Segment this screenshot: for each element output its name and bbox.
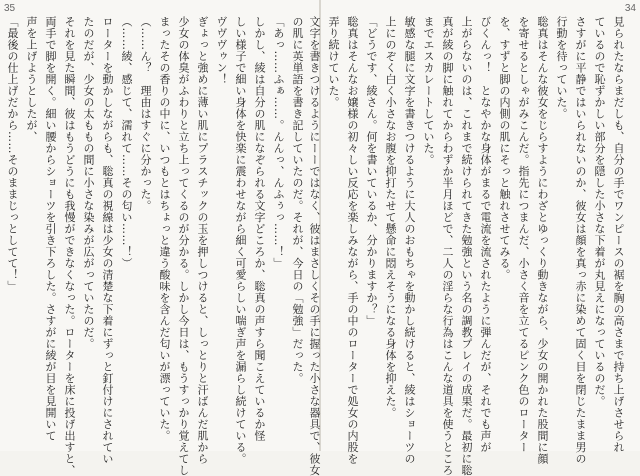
text-line: 聡真はそんな彼女をじらすようにわざとゆっくり動きながら、少女の開かれた股間に顔 [536, 16, 549, 465]
text-line: ぎょっと強めに薄い肌にプラスチックの玉を押しつけると、しっとりと汗ばんだ肌から [196, 16, 209, 465]
text-line: さすがに平静ではいられないのか、彼女は顔を真っ赤に染めて固く目を閉じたまま男の [574, 16, 587, 465]
page-number-right: 34 [624, 3, 636, 14]
text-line: 上にのぞく白く小さなお腹を抑打たせて懸命に悶えそうになる身体を抑えた。 [384, 16, 397, 419]
text-line: 文字を書きつけるようにーーではなく、彼はまさしくその手に握った小さな器具で、彼女 [308, 16, 321, 476]
text-line: 上がらないのは、これまで続けられてきた勉強という名の調教プレイの成果だ。最初に聡 [460, 16, 473, 476]
text-line: （……綾、感じて、濡れて……その匂い……！） [120, 16, 133, 269]
text-line: しかし、綾は自分の肌になぞられる文字どころか、聡真の声すら聞こえているか怪 [253, 16, 266, 442]
text-line: 「あっ……ふぁ……。んんっ、んふぅっ……！」 [272, 16, 285, 269]
text-line: 両手で脚を開く。細い腰からショーツを引き下ろした。さすがに綾が目を見開いて [44, 16, 57, 442]
text-line: 少女の体臭がふわりと立ち上ってくるのが分かる。しかし今日は、もうすっかり覚えてし [177, 16, 190, 476]
text-line: 聡真はそんなお嬢様の初々しい反応を楽しみながら、手の中のローターで処女の内股を [346, 16, 359, 465]
text-line: 真が綾の脚に触れてからわずか半月ほどで、二人の淫らな行為はこんな道具を使うところ [441, 16, 454, 476]
text-line: 「最後の仕上げだから……そのままじっとしてて！」 [6, 16, 19, 292]
page-number-left: 35 [4, 3, 16, 14]
text-line: まったその香りの中に、いつもとはちょっと違う酸味を含んだ匂いが漂っていた。 [158, 16, 171, 442]
text-line: ているので恥ずかしい部分を隠した小さな下着が丸見えになっているのだ。 [593, 16, 606, 407]
text-line: 行動を待っていた。 [555, 16, 568, 120]
text-line: ヴヴヴゥン！ [215, 16, 228, 85]
right-page [308, 0, 640, 476]
text-line [0, 16, 3, 440]
text-line: 弄り続けていた。 [327, 16, 340, 108]
text-line: 敏感な腿に文字を書きつけるように大人のおもちゃを動かし続けると、綾はショーツの [403, 16, 416, 465]
text-line: しい様子で細い身体を快楽に震わせながら細く可愛らしい喘ぎ声を漏らし続けている。 [234, 16, 247, 465]
text-line: を寄せるとしゃがみこんだ。指先につまんだ、小さく音を立てるピンク色のローター [517, 16, 530, 453]
text-line: 「どうです、綾さん。何を書いているか、分かりますか？」 [365, 16, 378, 327]
text-line: を、すずと脚の内側の肌にそっと触れさせてみる。 [498, 16, 511, 281]
text-line: の肌に英単語を書き記していたのだ。それが、今日の「勉強」だった。 [291, 16, 304, 384]
text-line: たのだが、少女の太ももの間に小さな染みが広がっていたのだ。 [82, 16, 95, 350]
left-page-text [6, 16, 307, 476]
right-page-text [308, 16, 628, 476]
text-line: ローターを動かしながらも、聡真の視線は少女の清楚な下着にずっと釘付けにされてい [101, 16, 114, 465]
text-line: （……ん？ 理由はすぐに分かった。 [139, 16, 152, 212]
text-line: それを見た瞬間、彼はもうどうにも我慢ができなくなった。ローターを床に投げ出すと、 [63, 16, 76, 476]
text-line: までエスカレートしていた。 [422, 16, 435, 166]
left-page [0, 0, 319, 476]
text-line: 声を上げようとしたが、 [25, 16, 38, 143]
text-line: びくんっ！ となやかな身体がまるで電流を流されたように弾んだが、それでも声が [479, 16, 492, 453]
text-line: 見られたならまだしも、自分の手でワンピースの裾を胸の高さまで持ち上げさせられ [612, 16, 625, 453]
